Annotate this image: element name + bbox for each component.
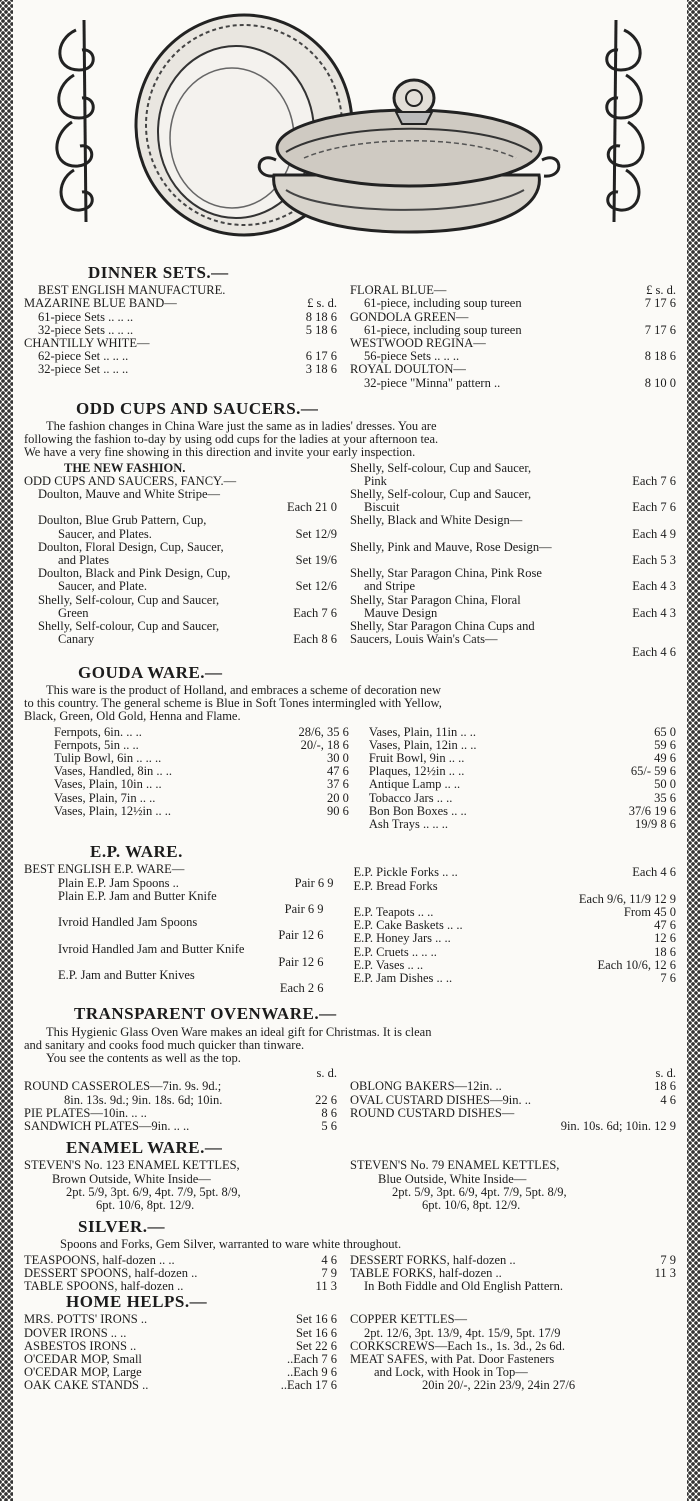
silver-left: TEASPOONS, half-dozen .. .. 4 6 DESSERT SPOONS, half-dozen .. 7 9 TABLE SPOONS, half-dozen .. 11 3	[24, 1252, 337, 1294]
ovenware-intro: This Hygienic Glass Oven Ware makes an ideal gift for Christmas. It is clean and sanitary and cooks food much quicker than tinware. You see the contents as well as the top.	[24, 1024, 432, 1065]
dinner-sets-section	[24, 284, 676, 390]
list-item: Fruit Bowl, 9in .. .. 49 6	[368, 750, 676, 765]
left-dotted-border	[0, 0, 13, 1501]
odd-cups-heading: ODD CUPS AND SAUCERS.—	[76, 398, 319, 418]
odd-cups-intro: The fashion changes in China Ware just the same as in ladies' dresses. You are following the fashion to-day by using odd cups for the ladies at your afternoon tea. We have a very fine showing in this direction and invite your early inspection.	[24, 419, 439, 460]
list-item: Vases, Handled, 8in .. .. 47 6	[54, 764, 349, 779]
list-item: Ash Trays .. .. .. 19/9 8 6	[368, 816, 676, 831]
ep-ware-section	[24, 863, 676, 995]
dinner-sets-right	[350, 284, 676, 390]
ovenware-right: s. d. OBLONG BAKERS—12in. .. 18 6 OVAL CUSTARD DISHES—9in. .. 4 6 ROUND CUSTARD DISHES— 9in. 10s. 6d; 10in. 12 9	[350, 1066, 676, 1133]
enamel-ware-left: STEVEN'S No. 123 ENAMEL KETTLES, Brown Outside, White Inside— 2pt. 5/9, 3pt. 6/9, 4pt. 7/9, 5pt. 8/9, 6pt. 10/6, 8pt. 12/9.	[24, 1158, 241, 1212]
list-item: Vases, Plain, 10in .. .. 37 6	[54, 777, 349, 792]
list-item: 32-piece "Minna" pattern .. 8 10 0	[364, 375, 676, 390]
list-item: Plaques, 12½in .. .. 65/- 59 6	[368, 764, 676, 779]
list-item: ASBESTOS IRONS .. Set 22 6	[24, 1338, 337, 1353]
list-item: 61-piece, including soup tureen 7 17 6	[364, 296, 676, 311]
list-item: OAK CAKE STANDS .. ..Each 17 6	[24, 1378, 337, 1393]
list-item: 61-piece, including soup tureen 7 17 6	[364, 322, 676, 337]
list-item: 62-piece Set .. .. .. 6 17 6	[38, 349, 337, 364]
gouda-ware-heading: GOUDA WARE.—	[78, 662, 223, 682]
chantilly-heading: CHANTILLY WHITE—	[24, 336, 150, 351]
left-scroll-ornament	[57, 20, 93, 222]
list-item: DOVER IRONS .. .. Set 16 6	[24, 1325, 337, 1340]
ep-ware-heading: E.P. WARE.	[90, 842, 183, 862]
odd-cups-section	[24, 462, 676, 660]
westwood-heading: WESTWOOD REGINA—	[350, 336, 486, 351]
list-item: Fernpots, 6in. .. .. 28/6, 35 6	[54, 724, 349, 739]
ep-ware-right: E.P. Pickle Forks .. .. Each 4 6 E.P. Bread Forks Each 9/6, 11/9 12 9 E.P. Teapots .. .. From 45 0 E.P. Cake Baskets .. .. 47 6 E.P. Honey Jars .. .. 12 6 E.P. Cruets .. .. .. 18 6 E.P. Vases .. .. Each 10/6, 12 6 E.P. Jam Dishes .. .. 7 6	[353, 865, 676, 985]
royal-doulton-heading: ROYAL DOULTON—	[350, 362, 466, 377]
gouda-left	[24, 726, 349, 832]
list-item: 32-piece Set .. .. .. 3 18 6	[38, 362, 337, 377]
gouda-intro: This ware is the product of Holland, and embraces a scheme of decoration new to this country. The general scheme is Blue in Soft Tones intermingled with Yellow, Black, Green, Old Gold, Henna and Flame.	[24, 682, 442, 724]
list-item: 32-piece Sets .. .. .. 5 18 6	[38, 322, 337, 337]
china-illustration	[24, 0, 676, 262]
dinner-sets-heading: DINNER SETS.—	[88, 263, 229, 282]
list-item: O'CEDAR MOP, Large ..Each 9 6	[24, 1365, 337, 1380]
list-item: Vases, Plain, 7in .. .. 20 0	[54, 790, 349, 805]
list-item: FLORAL BLUE— £ s. d.	[350, 283, 676, 298]
dinner-sets-left	[24, 284, 337, 390]
list-item: 61-piece Sets .. .. .. 8 18 6	[38, 309, 337, 324]
gouda-section	[24, 726, 676, 832]
silver-section	[24, 1254, 676, 1294]
list-item: O'CEDAR MOP, Small ..Each 7 6	[24, 1352, 337, 1367]
advertisement-page	[24, 0, 676, 1501]
list-item: Tobacco Jars .. .. 35 6	[368, 790, 676, 805]
ovenware-left: s. d. ROUND CASSEROLES—7in. 9s. 9d.; 8in. 13s. 9d.; 9in. 18s. 6d; 10in. 22 6 PIE PLATES—10in. .. .. 8 6 SANDWICH PLATES—9in. .. .. 5 6	[24, 1066, 337, 1133]
list-item: 56-piece Sets .. .. .. 8 18 6	[364, 349, 676, 364]
silver-intro: Spoons and Forks, Gem Silver, warranted to ware white throughout.	[60, 1237, 402, 1252]
gouda-right	[349, 726, 676, 832]
best-english-heading: BEST ENGLISH MANUFACTURE.	[38, 283, 226, 298]
home-helps-right: COPPER KETTLES— 2pt. 12/6, 3pt. 13/9, 4pt. 15/9, 5pt. 17/9 CORKSCREWS—Each 1s., 1s. 3d., 2s 6d. MEAT SAFES, with Pat. Door Fasteners and Lock, with Hook in Top— 20in 20/-, 22in 23/9, 24in 27/6	[350, 1312, 576, 1393]
right-scroll-ornament	[607, 20, 643, 222]
ovenware-section	[24, 1067, 676, 1133]
enamel-ware-section	[24, 1159, 676, 1212]
list-item: Antique Lamp .. .. 50 0	[368, 777, 676, 792]
list-item: Bon Bon Boxes .. .. 37/6 19 6	[368, 803, 676, 818]
list-item: MAZARINE BLUE BAND— £ s. d.	[24, 296, 337, 311]
right-dotted-border	[687, 0, 700, 1501]
enamel-ware-right: STEVEN'S No. 79 ENAMEL KETTLES, Blue Outside, White Inside— 2pt. 5/9, 3pt. 6/9, 4pt. 7/9, 5pt. 8/9, 6pt. 10/6, 8pt. 12/9.	[350, 1158, 567, 1212]
list-item: MRS. POTTS' IRONS .. Set 16 6	[24, 1312, 337, 1327]
ovenware-heading: TRANSPARENT OVENWARE.—	[74, 1004, 337, 1024]
ep-ware-left: BEST ENGLISH E.P. WARE— Plain E.P. Jam Spoons .. Pair 6 9 Plain E.P. Jam and Butter Knife Pair 6 9 Ivroid Handled Jam Spoons Pair 12 6 Ivroid Handled Jam and Butter Knife Pair 12 6 E.P. Jam and Butter Knives Each 2 6	[24, 862, 334, 996]
list-item: Vases, Plain, 12½in .. .. 90 6	[54, 803, 349, 818]
odd-cups-right: Shelly, Self-colour, Cup and Saucer, Pink Each 7 6 Shelly, Self-colour, Cup and Saucer, Biscuit Each 7 6 Shelly, Black and White Design— Each 4 9 Shelly, Pink and Mauve, Rose Design— Each 5 3 Shelly, Star Paragon China, Pink Rose and Stripe Each 4 3 Shelly, Star Paragon China, Floral Mauve Design Each 4 3 Shelly, Star Paragon China Cups and Saucers, Louis Wain's Cats— Each 4 6	[350, 460, 676, 660]
gondola-heading: GONDOLA GREEN—	[350, 309, 469, 324]
list-item: Vases, Plain, 12in .. .. 59 6	[368, 737, 676, 752]
home-helps-left	[24, 1313, 337, 1392]
list-item: Tulip Bowl, 6in .. .. .. 30 0	[54, 750, 349, 765]
home-helps-section	[24, 1313, 676, 1392]
home-helps-heading: HOME HELPS.—	[66, 1292, 208, 1312]
silver-right: DESSERT FORKS, half-dozen .. 7 9 TABLE FORKS, half-dozen .. 11 3 In Both Fiddle and Old English Pattern.	[350, 1252, 676, 1294]
odd-cups-left: THE NEW FASHION. ODD CUPS AND SAUCERS, FANCY.— Doulton, Mauve and White Stripe— Each 21 0 Doulton, Blue Grub Pattern, Cup, Saucer, and Plates. Set 12/9 Doulton, Floral Design, Cup, Saucer, and Plates Set 19/6 Doulton, Black and Pink Design, Cup, Saucer, and Plate. Set 12/6 Shelly, Self-colour, Cup and Saucer, Green Each 7 6 Shelly, Self-colour, Cup and Saucer, Canary Each 8 6	[24, 460, 337, 647]
silver-heading: SILVER.—	[78, 1217, 165, 1237]
plate-and-tureen-drawing	[24, 0, 676, 262]
list-item: Vases, Plain, 11in .. .. 65 0	[368, 724, 676, 739]
list-item: Fernpots, 5in .. .. 20/-, 18 6	[54, 737, 349, 752]
enamel-ware-heading: ENAMEL WARE.—	[66, 1138, 223, 1158]
